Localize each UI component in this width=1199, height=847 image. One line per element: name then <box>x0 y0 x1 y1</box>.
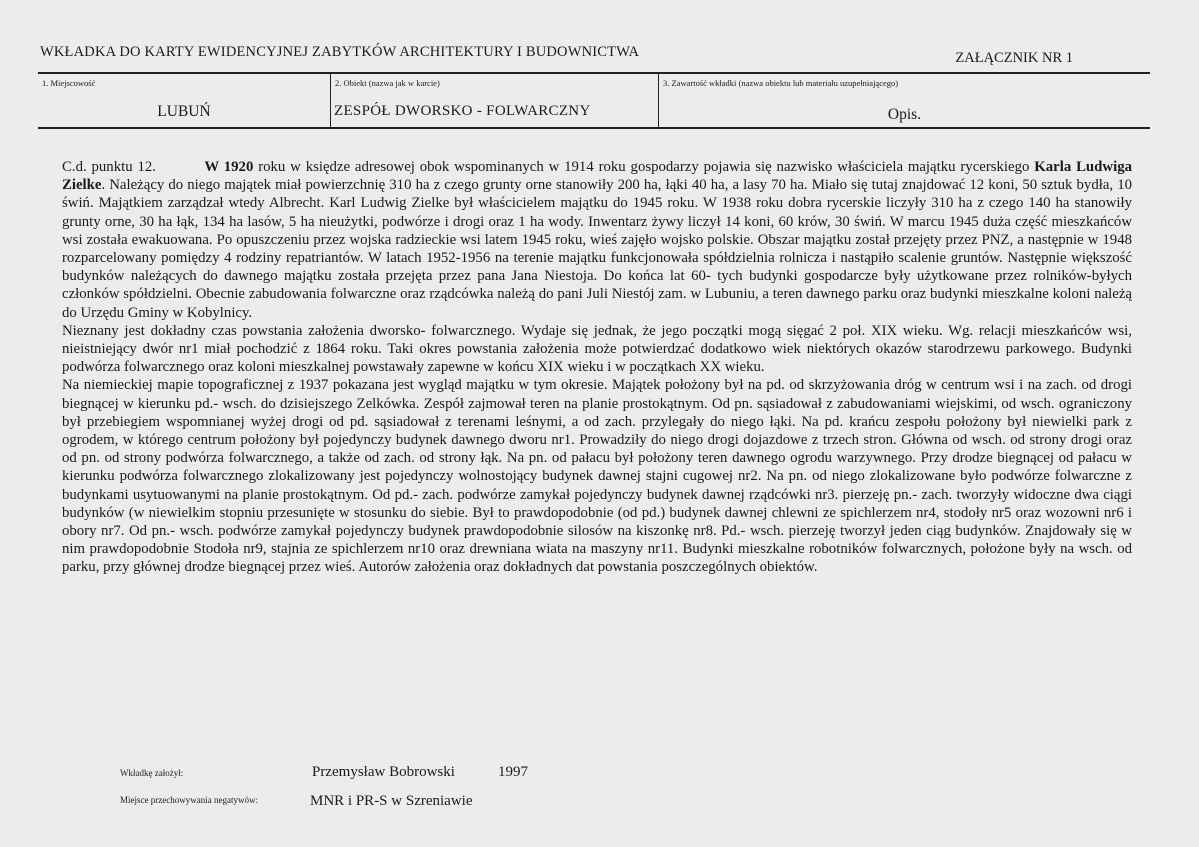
continuation-note: C.d. punktu 12. <box>62 159 156 175</box>
negatives-row <box>120 791 473 809</box>
place-cell <box>38 74 330 127</box>
paragraph-1-text-a: roku w księdze adresowej obok wspominanych w 1914 roku gospodarzy pojawia się nazwisko właściciela majątku rycerskiego <box>253 159 1035 175</box>
paragraph-3: Na niemieckiej mapie topograficznej z 1937 pokazana jest wygląd majątku w tym okresie. Majątek położony był na pd. od skrzyżowania dróg w centrum wsi i na zach. od drogi biegnącej w kierunku pd.- wsch. do dzisiejszego Zelkówka. Zespół zajmował teren na planie prostokątnym. Od pn. sąsiadował z zabudowaniami wiejskimi, od wsch. ograniczony był przebiegiem wspomnianej wyżej drogi od pd. sąsiadował z terenami leśnymi, a od zach. przylegały do niego łąki. Na pd. krańcu zespołu położony był niewielki park z ogrodem, w którego centrum położony był pojedynczy budynek dawnego dworu nr1. Prowadziły do niego drogi dojazdowe z trzech stron. Główna od wsch. od strony drogi oraz od pn. od strony podwórza folwarcznego, a także od zach. od strony łąk. Na pn. od pałacu był położony teren dawnego ogrodu warzywnego. Przy drodze biegnącej od pałacu w kierunku podwórza folwarcznego zlokalizowany jest pojedynczy wolnostojący budynek dawnej stajni cugowej nr2. Na pn. od niego zlokalizowane było podwórze folwarczne z budynkami usytuowanymi na planie prostokątnym. Od pd.- zach. podwórze zamykał pojedynczy budynek dawnej rządcówki nr3. pierzeję pn.- zach. tworzyły widoczne dwa ciągi budynków (w niewielkim stopniu przesunięte w stosunku do siebie. Był to prawdopodobnie (od pd.) budynek dawnej chlewni ze spichlerzem nr4, stodoły nr5 oraz wozowni nr6 i obory nr7. Od pn.- wsch. podwórze zamykał pojedynczy budynek prawdopodobnie silosów na kiszonkę nr8. Pd.- wsch. pierzeję tworzył jeden ciąg budynków. Znajdowały się w nim prawdopodobnie Stodoła nr9, stajnia ze spichlerzem nr10 oraz drewniana wiata na maszyny nr11. Budynki mieszkalne robotników folwarcznych, położone były na wsch. od parku, przy głównej drodze biegnącej przez wieś. Autorów założenia oraz dokładnych dat powstania poszczególnych obiektów. <box>62 377 1132 576</box>
object-value: ZESPÓŁ DWORSKO - FOLWARCZNY <box>334 103 591 119</box>
paragraph-2: Nieznany jest dokładny czas powstania założenia dworsko- folwarcznego. Wydaje się jednak, że jego początki mogą sięgać 2 poł. XIX wieku. Wg. relacji mieszkańców wsi, nieistniejący dwór nr1 miał pochodzić z 1864 roku. Taki okres powstania założenia może potwierdzać dodatkowo wiek niektórych okazów starodrzewu parkowego. Budynki podwórza folwarcznego oraz koloni mieszkalnej powstawały zapewne w końcu XIX wieku i w początkach XX wieku. <box>62 322 1132 376</box>
place-value: LUBUŃ <box>157 103 211 120</box>
author-row <box>120 764 528 781</box>
content-label: 3. Zawartość wkładki (nazwa obiektu lub materiału uzupełniającego) <box>663 78 899 88</box>
place-label: 1. Miejscowość <box>42 78 96 88</box>
header-fields-table <box>38 72 1150 129</box>
negatives-label: Miejsce przechowywania negatywów: <box>120 794 258 805</box>
author-year: 1997 <box>498 764 528 780</box>
owner-name: Karla Ludwiga Zielke <box>62 159 1132 194</box>
object-label: 2. Obiekt (nazwa jak w karcie) <box>335 78 440 88</box>
negatives-location: MNR i PR-S w Szreniawie <box>310 793 473 809</box>
description-body <box>62 158 1132 577</box>
object-cell <box>330 74 659 127</box>
author-label: Wkładkę założył: <box>120 767 184 778</box>
content-cell <box>659 74 1150 127</box>
paragraph-1-text-b: . Należący do niego majątek miał powierzchnię 310 ha z czego grunty orne stanowiły 200 ha, łąki 40 ha, a lasy 70 ha. Miało się tutaj znajdować 12 koni, 50 sztuk bydła, 10 świń. Majątkiem zarządzał wtedy Albrecht. Karl Ludwig Zielke był właścicielem majątku do 1945 roku. W 1938 roku dobra rycerskie liczyły 310 ha z czego 140 ha stanowiły grunty orne, 30 ha łąk, 134 ha lasów, 5 ha nieużytki, podwórze i drogi oraz 1 ha wody. Inwentarz żywy liczył 14 koni, 60 krów, 30 świń. W marcu 1945 duża część mieszkańców wsi została ewakuowana. Po opuszczeniu przez wojska radzieckie wsi latem 1945 roku, wieś zajęło wojsko polskie. Obszar majątku został przejęty przez PNZ, a następnie w 1948 rozparcelowany pomiędzy 4 rodziny repatriantów. W latach 1952-1956 na terenie majątku funkcjonowała spółdzielnia rolnicza i nastąpiło scalenie gruntów. Następnie większość budynków należących do dawnego majątku została przejęta przez pana Jana Niestoja. Do końca lat 60- tych budynki gospodarcze były użytkowane przez rolników-byłych członków spółdzielni. Obecnie zabudowania folwarczne oraz rządcówka należą do pani Juli Niestój zam. w Lubuniu, a teren dawnego parku oraz budynki mieszkalne koloni należą do Urzędu Gminy w Kobylnicy. <box>62 177 1132 321</box>
paragraph-1 <box>62 158 1132 322</box>
attachment-number: ZAŁĄCZNIK NR 1 <box>955 50 1073 66</box>
content-value: Opis. <box>887 106 922 123</box>
form-title: WKŁADKA DO KARTY EWIDENCYJNEJ ZABYTKÓW ARCHITEKTURY I BUDOWNICTWA <box>40 44 640 60</box>
year-highlight: W 1920 <box>204 159 254 175</box>
author-name: Przemysław Bobrowski <box>312 764 455 780</box>
